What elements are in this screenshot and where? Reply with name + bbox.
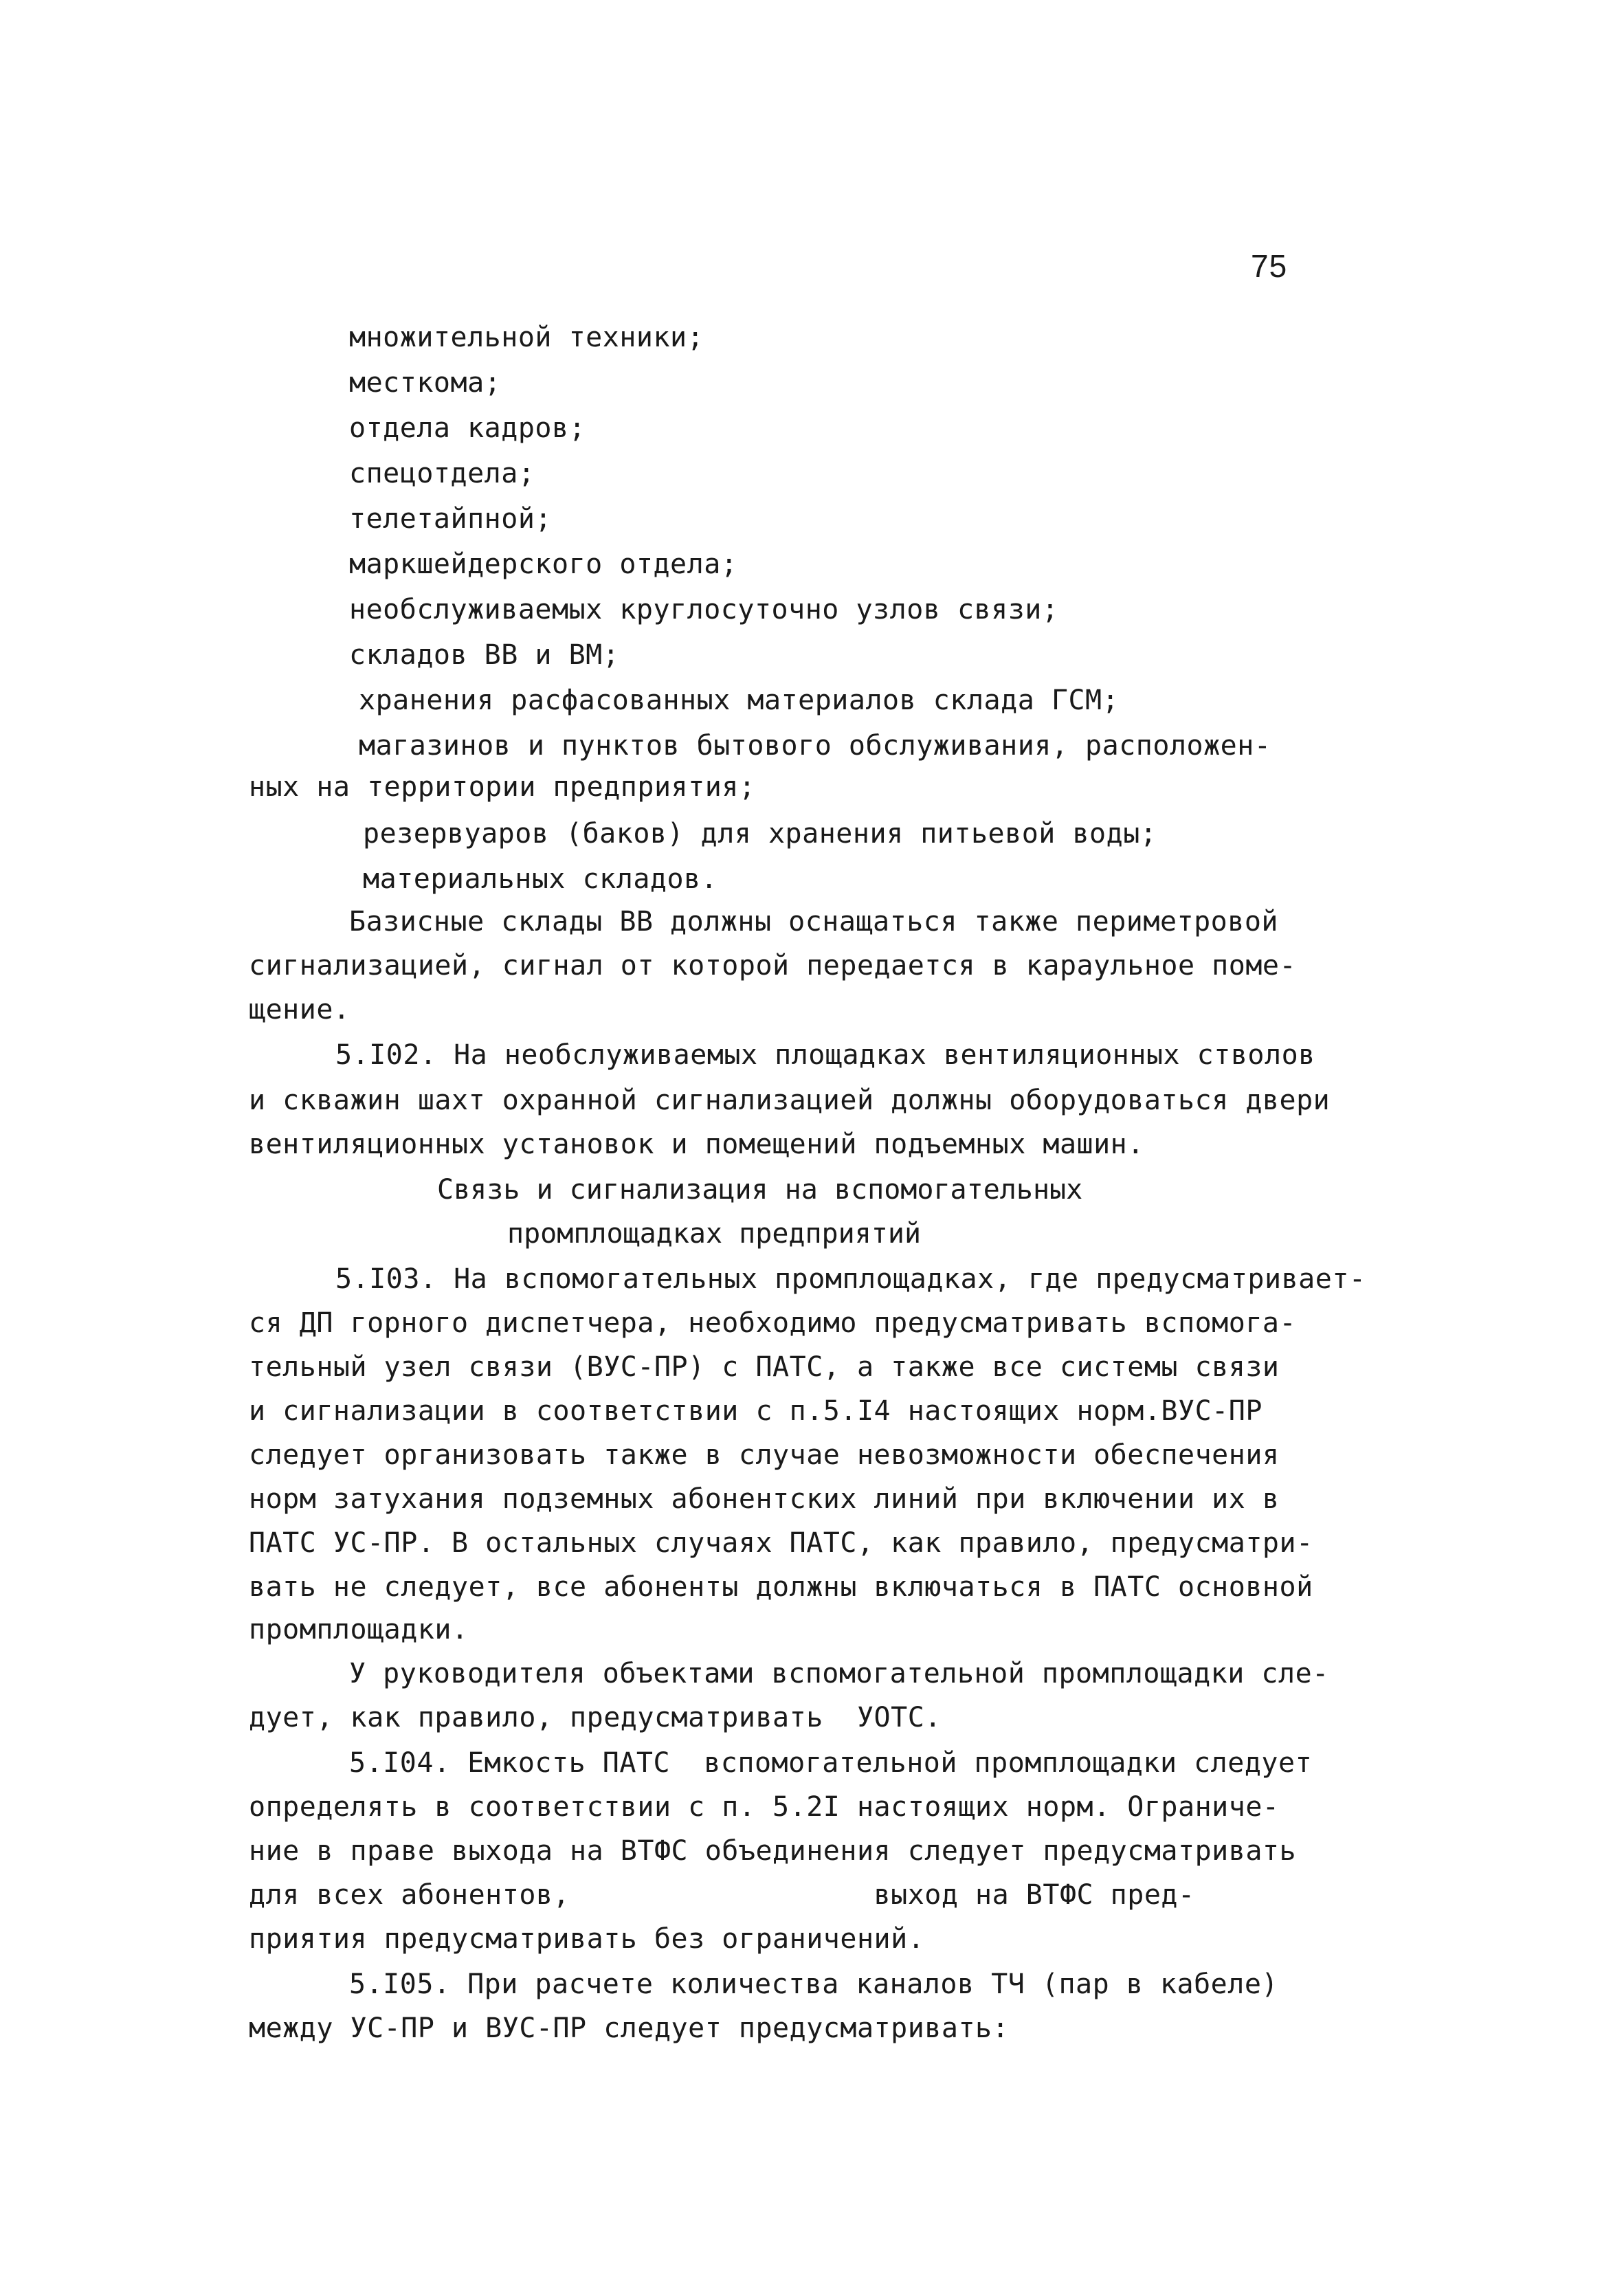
paragraph-line: для всех абонентов, выход на ВТФС пред- — [249, 1879, 1195, 1911]
list-item-continuation: ных на территории предприятия; — [249, 771, 756, 803]
paragraph-line: промплощадки. — [249, 1614, 469, 1645]
paragraph-line: вентиляционных установок и помещений подъемных машин. — [249, 1129, 1144, 1160]
paragraph-line: 5.I03. На вспомогательных промплощадках, где предусматривает- — [335, 1263, 1366, 1295]
section-heading: промплощадках предприятий — [507, 1218, 922, 1250]
paragraph-line: ся ДП горного диспетчера, необходимо предусматривать вспомога- — [249, 1307, 1297, 1339]
list-item: телетайпной; — [349, 503, 552, 535]
paragraph-line: ПАТС УС-ПР. В остальных случаях ПАТС, как правило, предусматри- — [249, 1527, 1313, 1559]
paragraph-line: вать не следует, все абоненты должны включаться в ПАТС основной — [249, 1571, 1313, 1603]
paragraph-line: дует, как правило, предусматривать УОТС. — [249, 1702, 942, 1733]
paragraph-line: щение. — [249, 994, 351, 1025]
paragraph-line: Базисные склады ВВ должны оснащаться также периметровой — [349, 906, 1279, 938]
paragraph-line: приятия предусматривать без ограничений. — [249, 1923, 925, 1955]
list-item: месткома; — [349, 367, 502, 399]
paragraph-line: 5.I05. При расчете количества каналов ТЧ (пар в кабеле) — [349, 1969, 1279, 2000]
section-heading: Связь и сигнализация на вспомогательных — [437, 1174, 1083, 1206]
paragraph-line: 5.I02. На необслуживаемых площадках вентиляционных стволов — [335, 1039, 1315, 1071]
paragraph-line: следует организовать также в случае невозможности обеспечения — [249, 1439, 1280, 1471]
list-item: спецотдела; — [349, 458, 535, 489]
paragraph-line: между УС-ПР и ВУС-ПР следует предусматривать: — [249, 2013, 1010, 2044]
list-item: множительной техники; — [349, 322, 704, 353]
paragraph-line: ние в праве выхода на ВТФС объединения следует предусматривать — [249, 1835, 1297, 1867]
list-item: резервуаров (баков) для хранения питьевой воды; — [363, 818, 1157, 850]
list-item: складов ВВ и ВМ; — [349, 639, 620, 671]
list-item: необслуживаемых круглосуточно узлов связи; — [349, 594, 1059, 625]
paragraph-line: определять в соответствии с п. 5.2I настоящих норм. Ограниче- — [249, 1791, 1280, 1823]
paragraph-line: норм затухания подземных абонентских линий при включении их в — [249, 1483, 1280, 1515]
list-item: магазинов и пунктов бытового обслуживания, расположен- — [359, 730, 1271, 762]
paragraph-line: 5.I04. Емкость ПАТС вспомогательной промплощадки следует — [349, 1747, 1313, 1779]
list-item: хранения расфасованных материалов склада ГСМ; — [359, 685, 1120, 716]
paragraph-line: и сигнализации в соответствии с п.5.I4 настоящих норм.ВУС-ПР — [249, 1395, 1263, 1427]
paragraph-line: У руководителя объектами вспомогательной промплощадки сле- — [349, 1658, 1329, 1689]
paragraph-line: сигнализацией, сигнал от которой передается в караульное поме- — [249, 950, 1297, 982]
page-number: 75 — [1251, 248, 1288, 284]
list-item: маркшейдерского отдела; — [349, 548, 738, 580]
paragraph-line: и скважин шахт охранной сигнализацией должны оборудоваться двери — [249, 1085, 1331, 1116]
paragraph-line: тельный узел связи (ВУС-ПР) с ПАТС, а также все системы связи — [249, 1351, 1280, 1383]
list-item: материальных складов. — [363, 863, 718, 895]
list-item: отдела кадров; — [349, 412, 586, 444]
